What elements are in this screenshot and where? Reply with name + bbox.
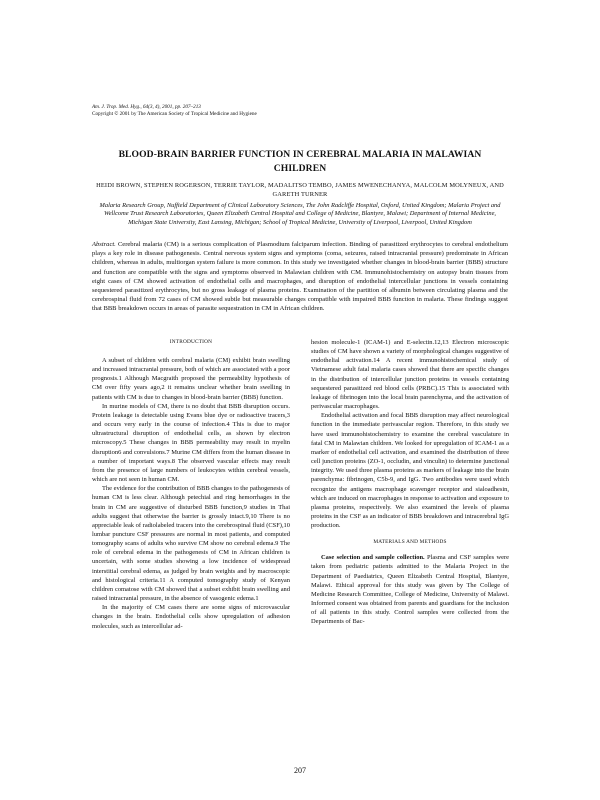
intro-paragraph-5: hesion molecule-1 (ICAM-1) and E-selectin.12,13 Electron microscopic studies of CM have shown a variety of morphological changes suggestive of endothelial activation.14 A recent immunohistochemical study of Vietnamese adult fatal malaria cases showed that there are specific changes in the distribution of intercellular junction proteins in vessels containing sequestered parasitized red blood cells (PRBC).15 This is associated with leakage of fibrinogen into the local brain parenchyma, and the activation of perivascular macrophages. xyxy=(311,339,509,411)
article-title: BLOOD-BRAIN BARRIER FUNCTION IN CEREBRAL MALARIA IN MALAWIAN CHILDREN xyxy=(118,149,482,174)
left-column xyxy=(92,338,290,631)
journal-citation: Am. J. Trop. Med. Hyg., 64(3, 4), 2001, pp. 207–213 xyxy=(92,104,201,110)
citation-header xyxy=(92,104,512,118)
abstract-text: Cerebral malaria (CM) is a serious complication of Plasmodium falciparum infection. Binding of parasitized erythrocytes to cerebral endothelium plays a key role in disease pathogenesis. Central nervous system signs and symptoms (coma, seizures, raised intracranial pressure) predominate in African children, whereas in adults, multiorgan system failure is more common. In this study we investigated whether changes in blood-brain barrier (BBB) structure and function are compatible with the signs and symptoms observed in Malawian children with CM. Immunohistochemistry on autopsy brain tissues from eight cases of CM showed activation of endothelial cells and macrophages, and disruption of endothelial intercellular junctions in vessels containing sequestered parasitized erythrocytes, but no gross leakage of plasma proteins. Examination of the partition of albumin between circulating plasma and the cerebrospinal fluid from 72 cases of CM showed subtle but measurable changes compatible with impaired BBB function in malaria. These findings suggest that BBB breakdown occurs in areas of parasite sequestration in CM in African children. xyxy=(92,241,508,313)
introduction-heading: INTRODUCTION xyxy=(169,339,213,345)
intro-paragraph-6: Endothelial activation and focal BBB disruption may affect neurological function in the immediate perivascular region. Therefore, in this study we have used immunohistochemistry to examine the cerebral vasculature in fatal CM in Malawian children. We looked for upregulation of ICAM-1 as a marker of endothelial cell activation, and examined the distribution of three cell junction proteins (ZO-1, occludin, and vinculin) to determine junctional integrity. We used three plasma proteins as markers of leakage into the brain parenchyma: fibrinogen, C5b-9, and IgG. Two antibodies were used which recognize the antigens macrophage scavenger receptor and sialoadhesin, which are induced on macrophages in response to activation and exposure to plasma proteins, respectively. We also examined the levels of plasma proteins in the CSF as an indicator of BBB breakdown and intracerebral IgG production. xyxy=(311,412,509,530)
intro-paragraph-4: In the majority of CM cases there are some signs of microvascular changes in the brain. Endothelial cells show upregulation of adhesion molecules, such as intercellular ad- xyxy=(92,604,290,630)
right-column xyxy=(311,338,509,627)
copyright-line: Copyright © 2001 by The American Society of Tropical Medicine and Hygiene xyxy=(92,111,257,117)
author-list: HEIDI BROWN, STEPHEN ROGERSON, TERRIE TAYLOR, MADALITSO TEMBO, JAMES MWENECHANYA, MALCOLM MOLYNEUX, AND GARETH TURNER xyxy=(96,182,504,198)
affiliations: Malaria Research Group, Nuffield Department of Clinical Laboratory Sciences, The John Radcliffe Hospital, Oxford, United Kingdom; Malaria Project and Wellcome Trust Research Laboratories, Queen Elizabeth Central Hospital and College of Medicine, Blantyre, Malawi; Department of Internal Medicine, Michigan State University, East Lansing, Michigan; School of Tropical Medicine, University of Liverpool, Liverpool, United Kingdom xyxy=(99,202,501,226)
intro-paragraph-2: In murine models of CM, there is no doubt that BBB disruption occurs. Protein leakage is detectable using Evans blue dye or radioactive tracers,3 and occurs very early in the course of infection.4 This is due to major ultrastructural disruption of endothelial cells, as shown by electron microscopy.5 These changes in BBB permeability may result in myelin disruption6 and convulsions.7 Murine CM differs from the human disease in a number of important ways.8 The observed vascular effects may result from the presence of large numbers of leukocytes within cerebral vessels, which are not seen in human CM. xyxy=(92,402,290,484)
abstract-label: Abstract. xyxy=(92,241,116,248)
methods-heading: MATERIALS AND METHODS xyxy=(373,539,447,546)
abstract xyxy=(92,240,508,314)
page-number: 207 xyxy=(294,766,306,775)
intro-paragraph-1: A subset of children with cerebral malaria (CM) exhibit brain swelling and increased intracranial pressure, both of which are associated with a poor prognosis.1 Although Macgraith proposed the permeability hypothesis of CM over fifty years ago,2 it remains unclear whether brain swelling in patients with CM is due to changes in blood-brain barrier (BBB) function. xyxy=(92,357,290,401)
intro-paragraph-3: The evidence for the contribution of BBB changes to the pathogenesis of human CM is less clear. Although petechial and ring hemorrhages in the brain in CM are suggestive of disturbed BBB function,9 studies in Thai adults suggest that otherwise the barrier is grossly intact.9,10 There is no appreciable leak of radiolabeled tracers into the cerebrospinal fluid (CSF),10 lumbar puncture CSF pressures are normal in most patients, and computed tomography scans of adults who survive CM show no cerebral edema.9 The role of cerebral edema in the pathogenesis of CM in African children is uncertain, with some studies showing a low incidence of widespread interstitial cerebral edema, as judged by brain weights and by macroscopic and histological criteria.11 A computed tomography study of Kenyan children comatose with CM showed that a subset exhibit brain swelling and raised intracranial pressure, in the absence of vasogenic edema.1 xyxy=(92,485,290,603)
methods-paragraph-1-text: Plasma and CSF samples were taken from pediatric patients admitted to the Malaria Project in the Department of Paediatrics, Queen Elizabeth Central Hospital, Blantyre, Malawi. Ethical approval for this study was given by The College of Medicine Research Committee, College of Medicine, University of Malawi. Informed consent was obtained from parents and guardians for the inclusion of all patients in this study. Control samples were collected from the Departments of Bac- xyxy=(311,554,510,626)
methods-paragraph-1 xyxy=(311,553,509,626)
methods-subheading: Case selection and sample collection. xyxy=(321,554,425,562)
